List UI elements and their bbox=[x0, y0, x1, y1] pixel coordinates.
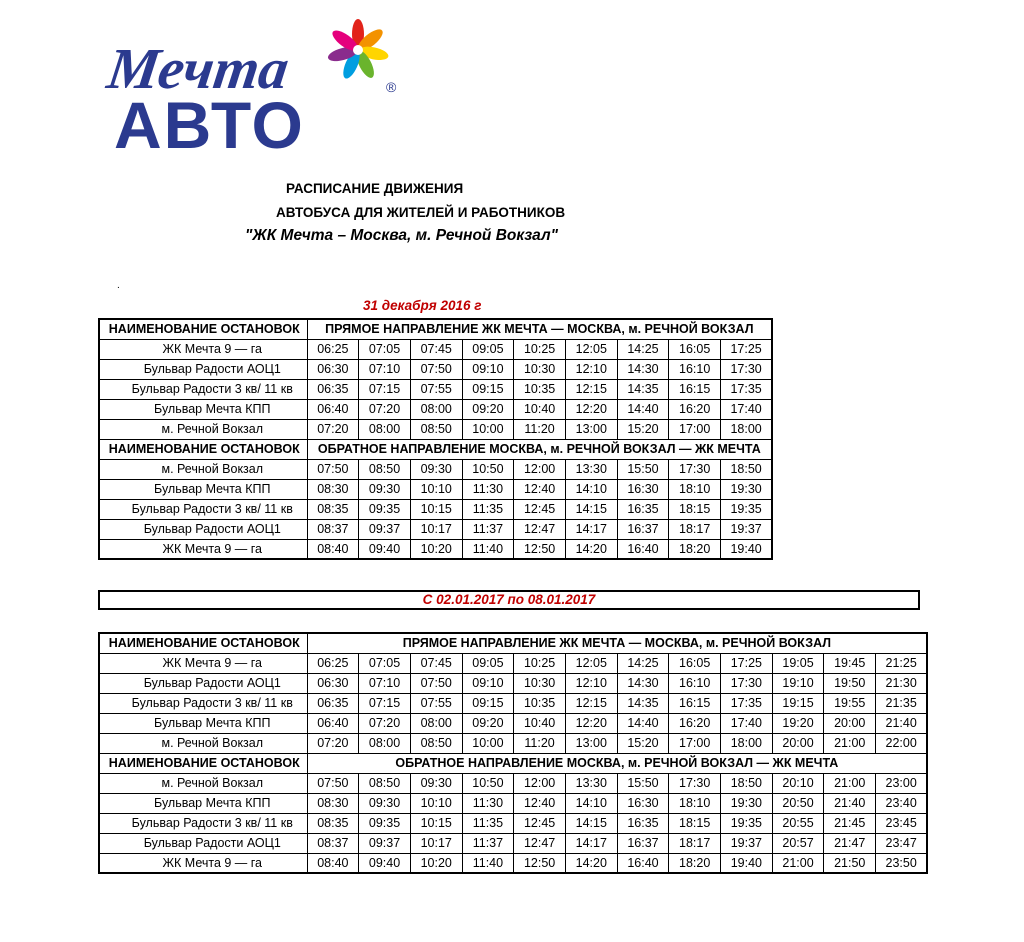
return-direction-header: ОБРАТНОЕ НАПРАВЛЕНИЕ МОСКВА, м. РЕЧНОЙ ВОКЗАЛ — ЖК МЕЧТА bbox=[307, 439, 772, 459]
departure-time: 18:20 bbox=[669, 853, 721, 873]
departure-time: 16:37 bbox=[617, 833, 669, 853]
table-row bbox=[99, 359, 772, 379]
departure-time: 07:50 bbox=[307, 773, 359, 793]
departure-time: 06:30 bbox=[307, 359, 359, 379]
departure-time: 21:00 bbox=[772, 853, 824, 873]
departure-time: 21:45 bbox=[824, 813, 876, 833]
stops-column-header: НАИМЕНОВАНИЕ ОСТАНОВОК bbox=[99, 319, 307, 339]
departure-time: 10:00 bbox=[462, 733, 514, 753]
departure-time: 16:10 bbox=[669, 673, 721, 693]
departure-time: 07:50 bbox=[410, 673, 462, 693]
departure-time: 07:55 bbox=[410, 379, 462, 399]
departure-time: 18:10 bbox=[669, 793, 721, 813]
departure-time: 15:50 bbox=[617, 459, 669, 479]
departure-time: 14:35 bbox=[617, 379, 669, 399]
departure-time: 11:20 bbox=[514, 419, 566, 439]
schedule-table-dec31 bbox=[98, 318, 773, 560]
return-header-row bbox=[99, 439, 772, 459]
departure-time: 17:30 bbox=[721, 673, 773, 693]
departure-time: 10:00 bbox=[462, 419, 514, 439]
departure-time: 11:37 bbox=[462, 833, 514, 853]
departure-time: 09:05 bbox=[462, 339, 514, 359]
departure-time: 12:45 bbox=[514, 813, 566, 833]
departure-time: 19:37 bbox=[721, 833, 773, 853]
departure-time: 09:30 bbox=[359, 479, 411, 499]
stray-mark: . bbox=[117, 280, 120, 291]
departure-time: 06:35 bbox=[307, 379, 359, 399]
departure-time: 18:17 bbox=[669, 519, 721, 539]
departure-time: 10:15 bbox=[410, 813, 462, 833]
departure-time: 12:45 bbox=[514, 499, 566, 519]
departure-time: 12:05 bbox=[565, 653, 617, 673]
stop-name: ЖК Мечта 9 — га bbox=[99, 653, 307, 673]
forward-header-row bbox=[99, 319, 772, 339]
logo-line2: АВТО bbox=[114, 88, 305, 158]
departure-time: 12:05 bbox=[565, 339, 617, 359]
departure-time: 09:15 bbox=[462, 693, 514, 713]
stop-name: Бульвар Мечта КПП bbox=[99, 479, 307, 499]
departure-time: 14:40 bbox=[617, 399, 669, 419]
departure-time: 10:17 bbox=[410, 833, 462, 853]
forward-direction-header: ПРЯМОЕ НАПРАВЛЕНИЕ ЖК МЕЧТА — МОСКВА, м. РЕЧНОЙ ВОКЗАЛ bbox=[307, 319, 772, 339]
departure-time: 20:00 bbox=[772, 733, 824, 753]
registered-mark: ® bbox=[386, 79, 397, 95]
departure-time: 12:47 bbox=[514, 833, 566, 853]
table-row bbox=[99, 653, 927, 673]
departure-time: 10:40 bbox=[514, 713, 566, 733]
departure-time: 08:37 bbox=[307, 833, 359, 853]
stop-name: Бульвар Радости АОЦ1 bbox=[99, 359, 307, 379]
departure-time: 09:35 bbox=[359, 499, 411, 519]
departure-time: 19:05 bbox=[772, 653, 824, 673]
departure-time: 06:40 bbox=[307, 399, 359, 419]
departure-time: 20:57 bbox=[772, 833, 824, 853]
departure-time: 07:05 bbox=[359, 653, 411, 673]
stops-column-header: НАИМЕНОВАНИЕ ОСТАНОВОК bbox=[99, 439, 307, 459]
departure-time: 11:37 bbox=[462, 519, 514, 539]
title-line-1: РАСПИСАНИЕ ДВИЖЕНИЯ bbox=[286, 181, 464, 196]
forward-direction-header: ПРЯМОЕ НАПРАВЛЕНИЕ ЖК МЕЧТА — МОСКВА, м. РЕЧНОЙ ВОКЗАЛ bbox=[307, 633, 927, 653]
departure-time: 10:20 bbox=[410, 539, 462, 559]
departure-time: 14:25 bbox=[617, 653, 669, 673]
departure-time: 15:20 bbox=[617, 419, 669, 439]
departure-time: 19:35 bbox=[721, 813, 773, 833]
departure-time: 23:45 bbox=[876, 813, 928, 833]
departure-time: 12:50 bbox=[514, 539, 566, 559]
departure-time: 10:40 bbox=[514, 399, 566, 419]
departure-time: 07:15 bbox=[359, 379, 411, 399]
departure-time: 11:35 bbox=[462, 813, 514, 833]
departure-time: 12:00 bbox=[514, 459, 566, 479]
schedule1-date: 31 декабря 2016 г bbox=[363, 298, 482, 313]
departure-time: 09:20 bbox=[462, 713, 514, 733]
departure-time: 06:25 bbox=[307, 653, 359, 673]
departure-time: 06:30 bbox=[307, 673, 359, 693]
departure-time: 19:10 bbox=[772, 673, 824, 693]
departure-time: 10:15 bbox=[410, 499, 462, 519]
departure-time: 16:40 bbox=[617, 853, 669, 873]
stop-name: Бульвар Радости АОЦ1 bbox=[99, 673, 307, 693]
departure-time: 07:55 bbox=[410, 693, 462, 713]
departure-time: 16:10 bbox=[669, 359, 721, 379]
departure-time: 19:30 bbox=[721, 793, 773, 813]
departure-time: 10:25 bbox=[514, 653, 566, 673]
departure-time: 17:00 bbox=[669, 733, 721, 753]
departure-time: 09:10 bbox=[462, 359, 514, 379]
departure-time: 09:30 bbox=[359, 793, 411, 813]
departure-time: 09:05 bbox=[462, 653, 514, 673]
departure-time: 08:00 bbox=[410, 713, 462, 733]
table-row bbox=[99, 479, 772, 499]
departure-time: 07:10 bbox=[359, 359, 411, 379]
table-row bbox=[99, 773, 927, 793]
departure-time: 10:20 bbox=[410, 853, 462, 873]
departure-time: 21:25 bbox=[876, 653, 928, 673]
departure-time: 10:25 bbox=[514, 339, 566, 359]
table-row bbox=[99, 539, 772, 559]
stop-name: м. Речной Вокзал bbox=[99, 419, 307, 439]
table-row bbox=[99, 693, 927, 713]
departure-time: 08:40 bbox=[307, 853, 359, 873]
departure-time: 08:37 bbox=[307, 519, 359, 539]
departure-time: 10:35 bbox=[514, 379, 566, 399]
departure-time: 14:30 bbox=[617, 359, 669, 379]
departure-time: 19:35 bbox=[721, 499, 773, 519]
forward-header-row bbox=[99, 633, 927, 653]
departure-time: 23:50 bbox=[876, 853, 928, 873]
return-direction-header: ОБРАТНОЕ НАПРАВЛЕНИЕ МОСКВА, м. РЕЧНОЙ ВОКЗАЛ — ЖК МЕЧТА bbox=[307, 753, 927, 773]
table-row bbox=[99, 519, 772, 539]
departure-time: 07:20 bbox=[307, 733, 359, 753]
departure-time: 18:00 bbox=[721, 419, 773, 439]
departure-time: 21:00 bbox=[824, 733, 876, 753]
departure-time: 16:37 bbox=[617, 519, 669, 539]
departure-time: 07:45 bbox=[410, 653, 462, 673]
title-route: "ЖК Мечта – Москва, м. Речной Вокзал" bbox=[245, 227, 558, 244]
departure-time: 07:50 bbox=[307, 459, 359, 479]
departure-time: 16:30 bbox=[617, 479, 669, 499]
departure-time: 12:47 bbox=[514, 519, 566, 539]
departure-time: 08:40 bbox=[307, 539, 359, 559]
departure-time: 18:20 bbox=[669, 539, 721, 559]
stop-name: м. Речной Вокзал bbox=[99, 733, 307, 753]
departure-time: 14:17 bbox=[565, 519, 617, 539]
departure-time: 10:50 bbox=[462, 459, 514, 479]
departure-time: 10:50 bbox=[462, 773, 514, 793]
departure-time: 07:20 bbox=[307, 419, 359, 439]
table-row bbox=[99, 793, 927, 813]
departure-time: 20:10 bbox=[772, 773, 824, 793]
stops-column-header: НАИМЕНОВАНИЕ ОСТАНОВОК bbox=[99, 633, 307, 653]
stop-name: Бульвар Радости 3 кв/ 11 кв bbox=[99, 379, 307, 399]
departure-time: 21:30 bbox=[876, 673, 928, 693]
departure-time: 23:40 bbox=[876, 793, 928, 813]
departure-time: 07:05 bbox=[359, 339, 411, 359]
departure-time: 15:20 bbox=[617, 733, 669, 753]
departure-time: 21:35 bbox=[876, 693, 928, 713]
table-row bbox=[99, 399, 772, 419]
departure-time: 21:47 bbox=[824, 833, 876, 853]
mechta-avto-logo bbox=[100, 12, 410, 158]
departure-time: 16:35 bbox=[617, 499, 669, 519]
departure-time: 19:55 bbox=[824, 693, 876, 713]
departure-time: 18:17 bbox=[669, 833, 721, 853]
departure-time: 10:35 bbox=[514, 693, 566, 713]
departure-time: 17:30 bbox=[669, 459, 721, 479]
departure-time: 16:05 bbox=[669, 653, 721, 673]
departure-time: 14:20 bbox=[565, 539, 617, 559]
departure-time: 06:35 bbox=[307, 693, 359, 713]
departure-time: 18:50 bbox=[721, 459, 773, 479]
departure-time: 23:47 bbox=[876, 833, 928, 853]
departure-time: 17:35 bbox=[721, 693, 773, 713]
stop-name: Бульвар Мечта КПП bbox=[99, 399, 307, 419]
stop-name: Бульвар Радости АОЦ1 bbox=[99, 519, 307, 539]
departure-time: 13:30 bbox=[565, 459, 617, 479]
departure-time: 12:40 bbox=[514, 793, 566, 813]
departure-time: 19:37 bbox=[721, 519, 773, 539]
departure-time: 09:30 bbox=[410, 773, 462, 793]
departure-time: 20:55 bbox=[772, 813, 824, 833]
departure-time: 06:40 bbox=[307, 713, 359, 733]
departure-time: 22:00 bbox=[876, 733, 928, 753]
table-row bbox=[99, 459, 772, 479]
departure-time: 20:50 bbox=[772, 793, 824, 813]
departure-time: 07:45 bbox=[410, 339, 462, 359]
stop-name: Бульвар Радости 3 кв/ 11 кв bbox=[99, 499, 307, 519]
departure-time: 19:15 bbox=[772, 693, 824, 713]
stop-name: Бульвар Радости 3 кв/ 11 кв bbox=[99, 813, 307, 833]
departure-time: 10:17 bbox=[410, 519, 462, 539]
table-row bbox=[99, 733, 927, 753]
departure-time: 14:35 bbox=[617, 693, 669, 713]
departure-time: 14:25 bbox=[617, 339, 669, 359]
departure-time: 07:10 bbox=[359, 673, 411, 693]
departure-time: 14:10 bbox=[565, 793, 617, 813]
departure-time: 12:40 bbox=[514, 479, 566, 499]
departure-time: 08:50 bbox=[359, 459, 411, 479]
departure-time: 13:00 bbox=[565, 733, 617, 753]
departure-time: 12:20 bbox=[565, 399, 617, 419]
departure-time: 09:15 bbox=[462, 379, 514, 399]
departure-time: 14:40 bbox=[617, 713, 669, 733]
departure-time: 21:40 bbox=[876, 713, 928, 733]
title-line-2: АВТОБУСА ДЛЯ ЖИТЕЛЕЙ И РАБОТНИКОВ bbox=[276, 205, 566, 220]
departure-time: 14:15 bbox=[565, 813, 617, 833]
table-row bbox=[99, 339, 772, 359]
departure-time: 09:35 bbox=[359, 813, 411, 833]
departure-time: 14:20 bbox=[565, 853, 617, 873]
departure-time: 16:15 bbox=[669, 379, 721, 399]
departure-time: 16:05 bbox=[669, 339, 721, 359]
departure-time: 17:40 bbox=[721, 399, 773, 419]
departure-time: 18:50 bbox=[721, 773, 773, 793]
departure-time: 06:25 bbox=[307, 339, 359, 359]
departure-time: 23:00 bbox=[876, 773, 928, 793]
departure-time: 17:25 bbox=[721, 339, 773, 359]
departure-time: 21:00 bbox=[824, 773, 876, 793]
departure-time: 09:40 bbox=[359, 853, 411, 873]
departure-time: 12:15 bbox=[565, 379, 617, 399]
stop-name: Бульвар Мечта КПП bbox=[99, 793, 307, 813]
departure-time: 14:10 bbox=[565, 479, 617, 499]
departure-time: 21:40 bbox=[824, 793, 876, 813]
schedule2-date-banner: С 02.01.2017 по 08.01.2017 bbox=[98, 590, 920, 610]
departure-time: 18:00 bbox=[721, 733, 773, 753]
departure-time: 09:20 bbox=[462, 399, 514, 419]
departure-time: 17:25 bbox=[721, 653, 773, 673]
departure-time: 11:35 bbox=[462, 499, 514, 519]
departure-time: 18:15 bbox=[669, 499, 721, 519]
departure-time: 08:50 bbox=[359, 773, 411, 793]
departure-time: 12:15 bbox=[565, 693, 617, 713]
departure-time: 08:30 bbox=[307, 479, 359, 499]
stop-name: ЖК Мечта 9 — га bbox=[99, 853, 307, 873]
departure-time: 09:30 bbox=[410, 459, 462, 479]
departure-time: 16:20 bbox=[669, 713, 721, 733]
stop-name: ЖК Мечта 9 — га bbox=[99, 339, 307, 359]
departure-time: 10:10 bbox=[410, 793, 462, 813]
departure-time: 14:17 bbox=[565, 833, 617, 853]
departure-time: 08:00 bbox=[410, 399, 462, 419]
departure-time: 10:30 bbox=[514, 673, 566, 693]
departure-time: 19:40 bbox=[721, 853, 773, 873]
stops-column-header: НАИМЕНОВАНИЕ ОСТАНОВОК bbox=[99, 753, 307, 773]
stop-name: Бульвар Радости АОЦ1 bbox=[99, 833, 307, 853]
departure-time: 16:20 bbox=[669, 399, 721, 419]
departure-time: 09:37 bbox=[359, 833, 411, 853]
departure-time: 09:37 bbox=[359, 519, 411, 539]
departure-time: 08:00 bbox=[359, 733, 411, 753]
table-row bbox=[99, 713, 927, 733]
stop-name: м. Речной Вокзал bbox=[99, 773, 307, 793]
departure-time: 20:00 bbox=[824, 713, 876, 733]
departure-time: 21:50 bbox=[824, 853, 876, 873]
departure-time: 07:50 bbox=[410, 359, 462, 379]
departure-time: 17:00 bbox=[669, 419, 721, 439]
departure-time: 19:40 bbox=[721, 539, 773, 559]
departure-time: 12:50 bbox=[514, 853, 566, 873]
departure-time: 16:35 bbox=[617, 813, 669, 833]
departure-time: 08:50 bbox=[410, 733, 462, 753]
table-row bbox=[99, 673, 927, 693]
departure-time: 17:30 bbox=[669, 773, 721, 793]
departure-time: 16:15 bbox=[669, 693, 721, 713]
departure-time: 08:00 bbox=[359, 419, 411, 439]
logo-line1: Мечта bbox=[103, 36, 293, 101]
departure-time: 14:15 bbox=[565, 499, 617, 519]
departure-time: 10:10 bbox=[410, 479, 462, 499]
departure-time: 15:50 bbox=[617, 773, 669, 793]
departure-time: 07:20 bbox=[359, 713, 411, 733]
departure-time: 08:35 bbox=[307, 813, 359, 833]
departure-time: 12:00 bbox=[514, 773, 566, 793]
departure-time: 19:45 bbox=[824, 653, 876, 673]
departure-time: 11:40 bbox=[462, 853, 514, 873]
departure-time: 17:40 bbox=[721, 713, 773, 733]
table-row bbox=[99, 833, 927, 853]
stop-name: м. Речной Вокзал bbox=[99, 459, 307, 479]
departure-time: 11:40 bbox=[462, 539, 514, 559]
departure-time: 16:40 bbox=[617, 539, 669, 559]
table-row bbox=[99, 499, 772, 519]
table-row bbox=[99, 853, 927, 873]
departure-time: 17:30 bbox=[721, 359, 773, 379]
departure-time: 12:10 bbox=[565, 359, 617, 379]
departure-time: 19:20 bbox=[772, 713, 824, 733]
departure-time: 07:20 bbox=[359, 399, 411, 419]
departure-time: 10:30 bbox=[514, 359, 566, 379]
departure-time: 11:30 bbox=[462, 479, 514, 499]
departure-time: 14:30 bbox=[617, 673, 669, 693]
stop-name: ЖК Мечта 9 — га bbox=[99, 539, 307, 559]
stop-name: Бульвар Радости 3 кв/ 11 кв bbox=[99, 693, 307, 713]
departure-time: 16:30 bbox=[617, 793, 669, 813]
departure-time: 13:00 bbox=[565, 419, 617, 439]
departure-time: 18:10 bbox=[669, 479, 721, 499]
departure-time: 19:30 bbox=[721, 479, 773, 499]
departure-time: 11:20 bbox=[514, 733, 566, 753]
departure-time: 08:50 bbox=[410, 419, 462, 439]
table-row bbox=[99, 419, 772, 439]
departure-time: 13:30 bbox=[565, 773, 617, 793]
departure-time: 07:15 bbox=[359, 693, 411, 713]
departure-time: 11:30 bbox=[462, 793, 514, 813]
departure-time: 09:40 bbox=[359, 539, 411, 559]
departure-time: 12:10 bbox=[565, 673, 617, 693]
departure-time: 08:35 bbox=[307, 499, 359, 519]
return-header-row bbox=[99, 753, 927, 773]
departure-time: 12:20 bbox=[565, 713, 617, 733]
schedule-table-jan bbox=[98, 632, 928, 874]
departure-time: 18:15 bbox=[669, 813, 721, 833]
departure-time: 09:10 bbox=[462, 673, 514, 693]
departure-time: 17:35 bbox=[721, 379, 773, 399]
departure-time: 08:30 bbox=[307, 793, 359, 813]
table-row bbox=[99, 813, 927, 833]
stop-name: Бульвар Мечта КПП bbox=[99, 713, 307, 733]
flower-icon bbox=[327, 19, 390, 81]
departure-time: 19:50 bbox=[824, 673, 876, 693]
table-row bbox=[99, 379, 772, 399]
